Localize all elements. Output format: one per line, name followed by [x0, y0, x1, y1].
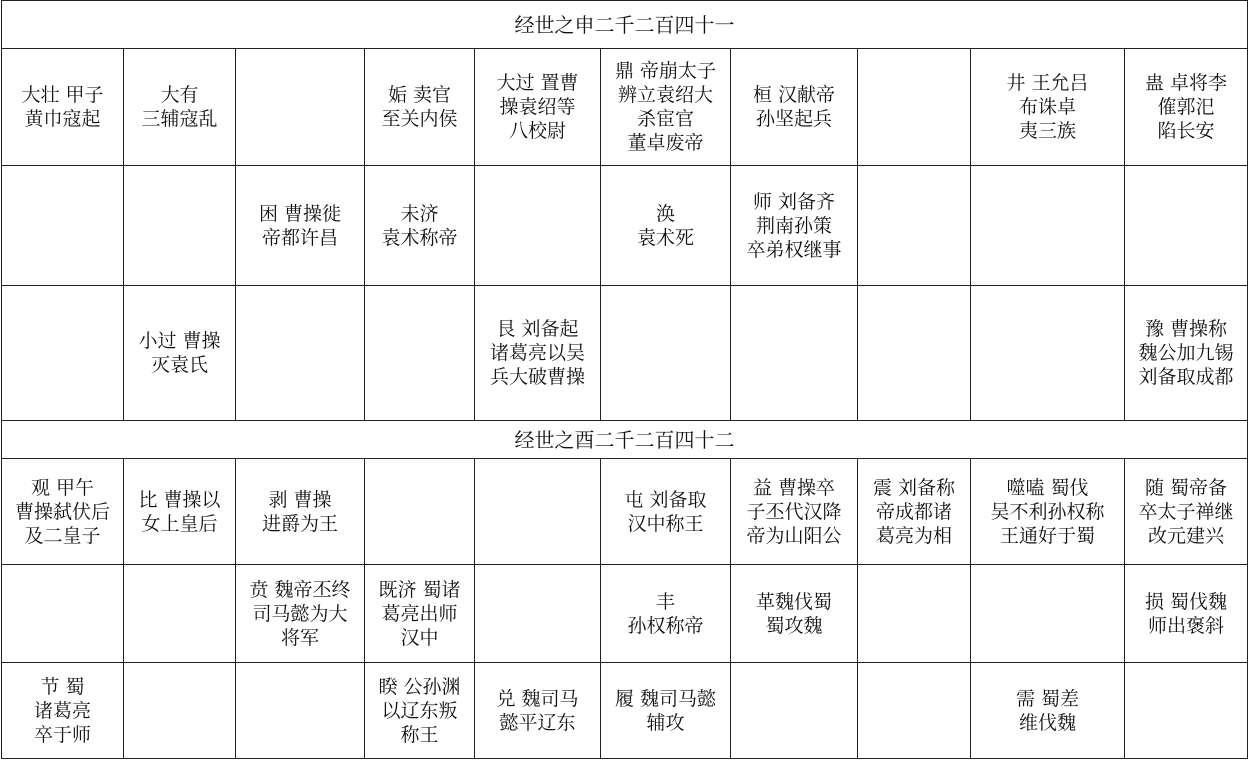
- table-cell: [124, 565, 236, 663]
- table-cell: [858, 166, 971, 286]
- table-cell: 鼎 帝崩太子 辨立袁绍大 杀宦官 董卓废帝: [601, 49, 731, 166]
- table-row: [2, 49, 1248, 166]
- table-cell: 随 蜀帝备 卒太子禅继 改元建兴: [1125, 459, 1248, 565]
- table-cell: [2, 565, 124, 663]
- table-cell: 观 甲午 曹操弑伏后 及二皇子: [2, 459, 124, 565]
- section-title: 经世之酉二千二百四十二: [2, 421, 1248, 459]
- table-cell: [1125, 166, 1248, 286]
- table-cell: 震 刘备称 帝成都诸 葛亮为相: [858, 459, 971, 565]
- table-cell: 履 魏司马懿 辅攻: [601, 663, 731, 759]
- table-row: [2, 663, 1248, 759]
- table-row: [2, 459, 1248, 565]
- table-cell: 既济 蜀诸 葛亮出师 汉中: [365, 565, 475, 663]
- table-cell: 比 曹操以 女上皇后: [124, 459, 236, 565]
- table-cell: [475, 565, 601, 663]
- table-cell: 睽 公孙渊 以辽东叛 称王: [365, 663, 475, 759]
- table-cell: 师 刘备齐 荆南孙策 卒弟权继事: [731, 166, 858, 286]
- table-cell: [971, 286, 1125, 421]
- table-cell: [365, 286, 475, 421]
- table-cell: 大有 三辅寇乱: [124, 49, 236, 166]
- table-cell: 困 曹操徙 帝都许昌: [236, 166, 365, 286]
- table-cell: 蛊 卓将李 傕郭汜 陷长安: [1125, 49, 1248, 166]
- table-cell: [236, 286, 365, 421]
- table-row: [2, 286, 1248, 421]
- table-cell: 姤 卖官 至关内侯: [365, 49, 475, 166]
- section-title: 经世之申二千二百四十一: [2, 1, 1248, 49]
- table-cell: 大过 置曹 操袁绍等 八校尉: [475, 49, 601, 166]
- table-cell: 大壮 甲子 黄巾寇起: [2, 49, 124, 166]
- table-cell: [971, 166, 1125, 286]
- table-cell: 桓 汉献帝 孙坚起兵: [731, 49, 858, 166]
- table-cell: [475, 166, 601, 286]
- table-cell: [236, 49, 365, 166]
- table-cell: 需 蜀差 维伐魏: [971, 663, 1125, 759]
- table-cell: 艮 刘备起 诸葛亮以吴 兵大破曹操: [475, 286, 601, 421]
- table-cell: 节 蜀 诸葛亮 卒于师: [2, 663, 124, 759]
- table-cell: 剥 曹操 进爵为王: [236, 459, 365, 565]
- table-cell: [858, 663, 971, 759]
- table-cell: 小过 曹操 灭袁氏: [124, 286, 236, 421]
- table-cell: [2, 166, 124, 286]
- table-cell: [731, 286, 858, 421]
- chronology-table: [1, 0, 1248, 759]
- table-cell: 涣 袁术死: [601, 166, 731, 286]
- table-cell: 未济 袁术称帝: [365, 166, 475, 286]
- table-cell: [2, 286, 124, 421]
- table-cell: 益 曹操卒 子丕代汉降 帝为山阳公: [731, 459, 858, 565]
- table-cell: [124, 166, 236, 286]
- table-cell: [858, 286, 971, 421]
- table-cell: [971, 565, 1125, 663]
- table-cell: [601, 286, 731, 421]
- table-cell: 丰 孙权称帝: [601, 565, 731, 663]
- table-cell: 井 王允吕 布诛卓 夷三族: [971, 49, 1125, 166]
- table-cell: [858, 565, 971, 663]
- table-cell: 革魏伐蜀 蜀攻魏: [731, 565, 858, 663]
- table-cell: 贲 魏帝丕终 司马懿为大 将军: [236, 565, 365, 663]
- table-cell: [365, 459, 475, 565]
- table-cell: [124, 663, 236, 759]
- table-cell: 损 蜀伐魏 师出褒斜: [1125, 565, 1248, 663]
- table-cell: 屯 刘备取 汉中称王: [601, 459, 731, 565]
- table-row: [2, 565, 1248, 663]
- table-cell: 噬嗑 蜀伐 吴不利孙权称 王通好于蜀: [971, 459, 1125, 565]
- table-cell: 豫 曹操称 魏公加九锡 刘备取成都: [1125, 286, 1248, 421]
- table-row: [2, 166, 1248, 286]
- table-cell: [731, 663, 858, 759]
- table-cell: [236, 663, 365, 759]
- table-cell: 兑 魏司马 懿平辽东: [475, 663, 601, 759]
- table-cell: [475, 459, 601, 565]
- table-cell: [858, 49, 971, 166]
- table-cell: [1125, 663, 1248, 759]
